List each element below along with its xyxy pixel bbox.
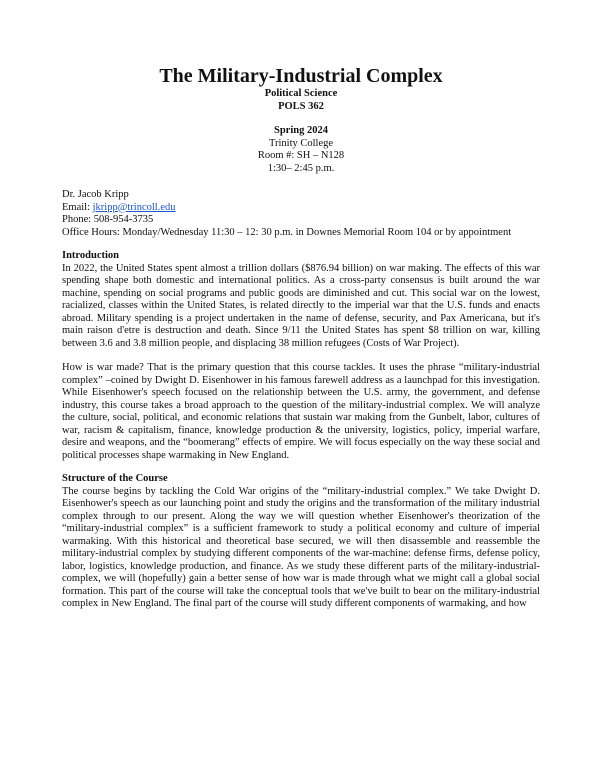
course-title: The Military-Industrial Complex: [159, 65, 443, 87]
introduction-heading: Introduction: [62, 250, 119, 261]
class-time: 1:30– 2:45 p.m.: [267, 162, 335, 174]
email-link[interactable]: jkripp@trincoll.edu: [92, 201, 176, 213]
department: Political Science: [264, 88, 338, 99]
room: Room #: SH – N128: [257, 150, 345, 161]
instructor-name: Dr. Jacob Kripp: [62, 189, 129, 200]
instructor-phone: Phone: 508-954-3735: [62, 214, 154, 225]
syllabus-page: [62, 64, 540, 611]
introduction-paragraph-2: How is war made? That is the primary question that this course tackles. It uses the phrase “military-industrial complex” –coined by Dwight D. Eisenhower in his famous farewell address as a launchpad for this investigation. While Eisenhower's speech focused on the relationship between the U.S. army, the government, and defense industry, this course takes a broad approach to the question of the military-industrial complex. We will analyze the culture, social, political, and economic relations that sustain war making from the Gunbelt, labor, cultures of war, racism & capitalism, finance, knowledge production & the university, logistics, policy, imperial warfare, desire and weapons, and the “boomerang” effects of empire. We will focus especially on the way these social and political processes shape warmaking in New England.: [62, 362, 540, 461]
college: Trinity College: [268, 137, 334, 149]
structure-heading: Structure of the Course: [62, 473, 168, 484]
term: Spring 2024: [274, 125, 328, 136]
email-label: Email:: [62, 201, 93, 213]
course-code: POLS 362: [278, 100, 324, 112]
instructor-email-line: [62, 202, 540, 215]
introduction-paragraph-1: In 2022, the United States spent almost a trillion dollars ($876.94 billion) on war making. The effects of this war spending shape both domestic and international politics. As a cross-party consensus is built around the war machine, spending on social programs and public goods are diminished and cut. This social war on the lowest, racialized, classes within the United States, is related directly to the imperial war that the U.S. funds and enacts abroad. Military spending is a project undertaken in the name of defense, security, and Pax Americana, but it's main raison d'etre is destruction and death. Since 9/11 the United States has spent $8 trillion on war, killing between 3.6 and 3.8 million people, and displacing 38 million refugees (Costs of War Project).: [62, 262, 540, 349]
instructor-info: [62, 189, 540, 239]
structure-paragraph: The course begins by tackling the Cold War origins of the “military-industrial complex.” We take Dwight D. Eisenhower's speech as our launching point and study the origins and the transformation of the military industrial complex through to our present. Along the way we will question whether Eisenhower's theorization of the “military-industrial complex” is a sufficient framework to study a political economy and culture of imperial warmaking. With this historical and theoretical base secured, we will then disassemble and reassemble the military-industrial complex by studying different components of the war-machine: defense firms, defense policy, labor, logistics, knowledge production, and finance. As we study these different parts of the military-industrial-complex, we will (hopefully) gain a better sense of how war is made through what we might call a global social formation. This part of the course will take the conceptual tools that we've built to bear on the military-industrial complex in New England. The final part of the course will study different components of warmaking, and how: [62, 485, 540, 609]
office-hours: Office Hours: Monday/Wednesday 11:30 – 12: 30 p.m. in Downes Memorial Room 104 or by appointment: [62, 226, 512, 238]
